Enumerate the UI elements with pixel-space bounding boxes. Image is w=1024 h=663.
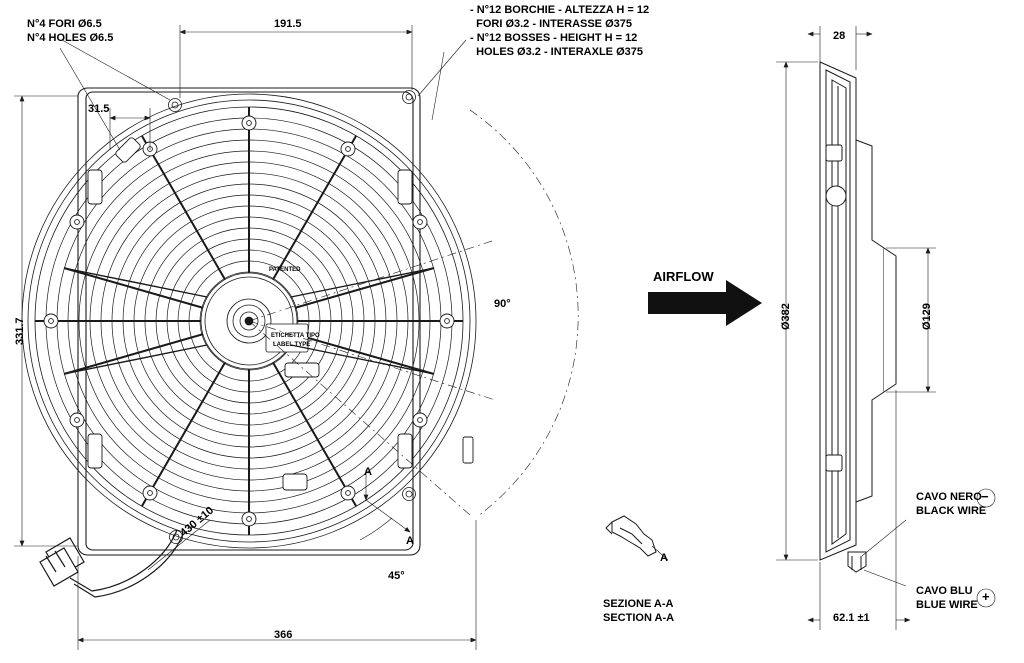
dim-diameter-382: Ø382 [780,303,792,330]
section-mark-a-bottom: A [406,535,414,547]
dim-top-width: 191.5 [274,18,302,30]
note-black-wire-line1: CAVO NERO [916,491,982,503]
hub-patented-text: PATENTED [269,267,301,273]
section-detail-mark: A [660,552,668,564]
airflow-label: AIRFLOW [653,269,714,284]
negative-terminal-symbol: − [981,489,989,504]
dim-angle-90: 90° [494,298,511,310]
note-holes-left-line2: N°4 HOLES Ø6.5 [27,32,114,44]
dim-bottom-width: 366 [274,629,293,641]
fan-side-view [820,62,896,572]
note-bosses-line4: HOLES Ø3.2 - INTERAXLE Ø375 [470,46,643,58]
dim-height-331-7: 331.7 [14,317,26,345]
note-bosses-line2: FORI Ø3.2 - INTERASSE Ø375 [470,18,632,30]
note-black-wire-line2: BLACK WIRE [916,505,987,517]
positive-terminal-symbol: + [982,589,990,604]
section-detail [606,516,668,560]
label-plate-line1: ETICHETTA TIPO [271,333,320,339]
dim-depth-62-1: 62.1 ±1 [833,612,870,624]
dim-side-thickness: 28 [833,30,846,42]
note-holes-left-2 [27,32,113,44]
label-plate-line2: LABEL TYPE [273,342,311,348]
section-mark-a-top: A [364,466,372,478]
section-caption-line2: SECTION A-A [603,612,675,624]
airflow-arrow [648,280,762,326]
note-blue-wire-line1: CAVO BLU [916,585,973,597]
note-blue-wire-line2: BLUE WIRE [916,599,978,611]
note-holes-left-line1: N°4 FORI Ø6.5 [27,18,102,30]
note-holes-left [27,18,102,30]
note-bosses-line3: - N°12 BOSSES - HEIGHT H = 12 [470,32,638,44]
dim-offset-31-5: 31.5 [88,103,110,115]
dim-cable-length: 430 ±10 [178,504,217,540]
dim-angle-45: 45° [388,570,405,582]
section-caption-line1: SEZIONE A-A [603,598,674,610]
dim-diameter-129: Ø129 [921,303,933,330]
note-bosses-line1: - N°12 BORCHIE - ALTEZZA H = 12 [470,4,650,16]
